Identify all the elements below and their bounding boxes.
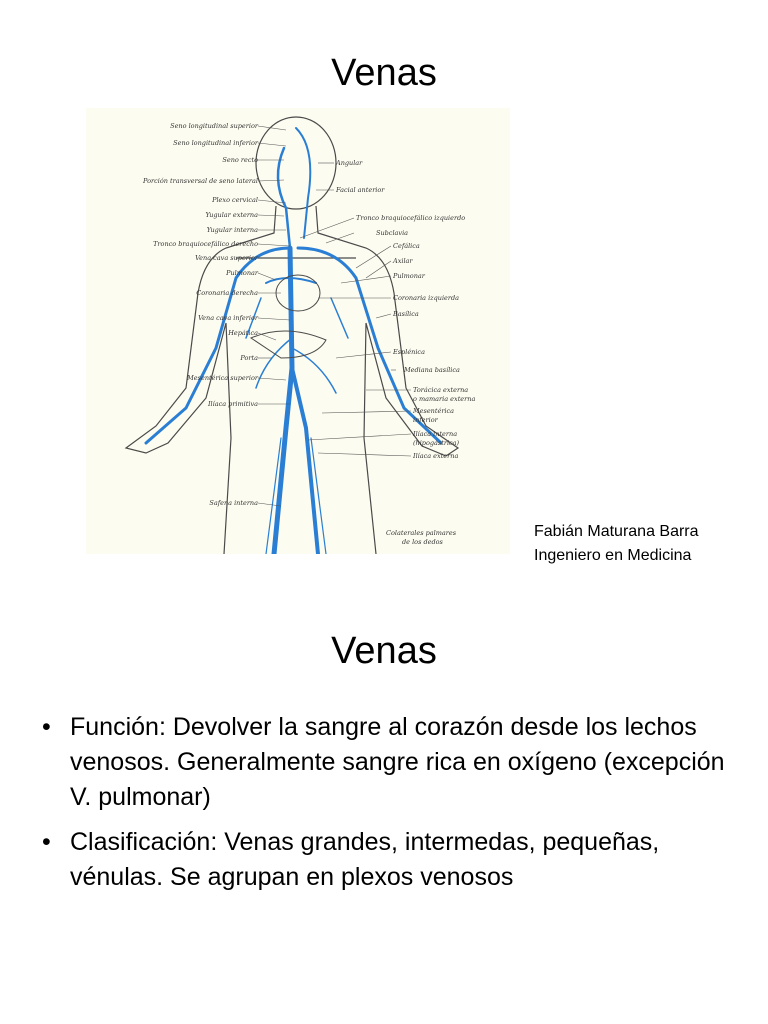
label-seno-recto: Seno recto — [222, 156, 258, 164]
label-coronaria-derecha: Coronaria derecha — [196, 289, 258, 297]
label-iliaca-interna: Ilíaca interna — [413, 430, 458, 438]
bullet-funcion — [40, 710, 730, 815]
label-cefalica: Cefálica — [393, 242, 420, 250]
slide-1-title: Venas — [331, 52, 437, 94]
label-porta: Porta — [240, 354, 258, 362]
author-name: Fabián Maturana Barra — [534, 523, 699, 540]
label-colaterales-palmares: Colaterales palmares — [386, 529, 457, 537]
label-angular: Angular — [336, 159, 363, 167]
bullet-text-funcion: Función: Devolver la sangre al corazón desde los lechos venosos. Generalmente sangre rica en oxígeno (excepción V. pulmonar) — [70, 713, 725, 811]
bullet-glyph: • — [42, 828, 51, 856]
bullet-list — [40, 710, 730, 905]
slide-2 — [0, 590, 768, 1024]
label-yugular-interna: Yugular interna — [206, 226, 258, 234]
label-axilar: Axilar — [393, 257, 413, 265]
label-hipogastrica: (hipogástrica) — [413, 439, 460, 447]
label-vena-cava-inferior: Vena cava inferior — [198, 314, 258, 322]
bullet-text-clasificacion: Clasificación: Venas grandes, intermedas, pequeñas, vénulas. Se agrupan en plexos venosos — [70, 828, 660, 891]
label-facial-anterior: Facial anterior — [336, 186, 385, 194]
label-inferior: inferior — [413, 416, 438, 424]
label-de-los-dedos: de los dedos — [402, 538, 443, 546]
label-leaders — [258, 126, 411, 506]
venous-system-illustration — [86, 108, 510, 554]
label-esplenica: Esplénica — [393, 348, 425, 356]
label-yugular-externa: Yugular externa — [205, 211, 258, 219]
label-mesenterica: Mesentérica — [413, 407, 455, 415]
label-safena-interna: Safena interna — [209, 499, 258, 507]
slide-2-title: Venas — [331, 630, 437, 672]
author-role: Ingeniero en Medicina — [534, 547, 692, 564]
label-pulmonar-right: Pulmonar — [393, 272, 425, 280]
label-iliaca-primitiva: Ilíaca primitiva — [207, 400, 258, 408]
label-vena-cava-superior: Vena cava superior — [195, 254, 258, 262]
label-basilica: Basílica — [393, 310, 419, 318]
label-tronco-braquiocefalico-derecho: Tronco braquiocefálico derecho — [153, 240, 258, 248]
label-hepatica: Hepática — [228, 329, 258, 337]
label-seno-longitudinal-superior: Seno longitudinal superior — [170, 122, 258, 130]
label-iliaca-externa: Ilíaca externa — [413, 452, 459, 460]
figure-labels-right — [335, 159, 475, 546]
label-tronco-braquiocefalico-izquierdo: Tronco braquiocefálico izquierdo — [356, 214, 466, 222]
label-porcion-transversal: Porción transversal de seno lateral — [142, 177, 258, 185]
figure-labels-left — [142, 122, 259, 507]
label-pulmonar-left: Pulmonar — [226, 269, 258, 277]
label-plexo-cervical: Plexo cervical — [212, 196, 258, 204]
label-mamaria-externa: o mamaria externa — [413, 395, 476, 403]
vein-network — [146, 128, 441, 554]
label-toracica-externa: Torácica externa — [413, 386, 469, 394]
label-mesenterica-superior: Mesentérica superior — [187, 374, 258, 382]
label-seno-longitudinal-inferior: Seno longitudinal inferior — [173, 139, 258, 147]
label-subclavia: Subclavia — [376, 229, 409, 237]
bullet-clasificacion — [40, 825, 730, 895]
venous-system-figure — [86, 108, 510, 554]
bullet-glyph: • — [42, 713, 51, 741]
label-coronaria-izquierda: Coronaria izquierda — [393, 294, 460, 302]
label-mediana-basilica: Mediana basílica — [404, 366, 460, 374]
author-block — [534, 520, 699, 568]
